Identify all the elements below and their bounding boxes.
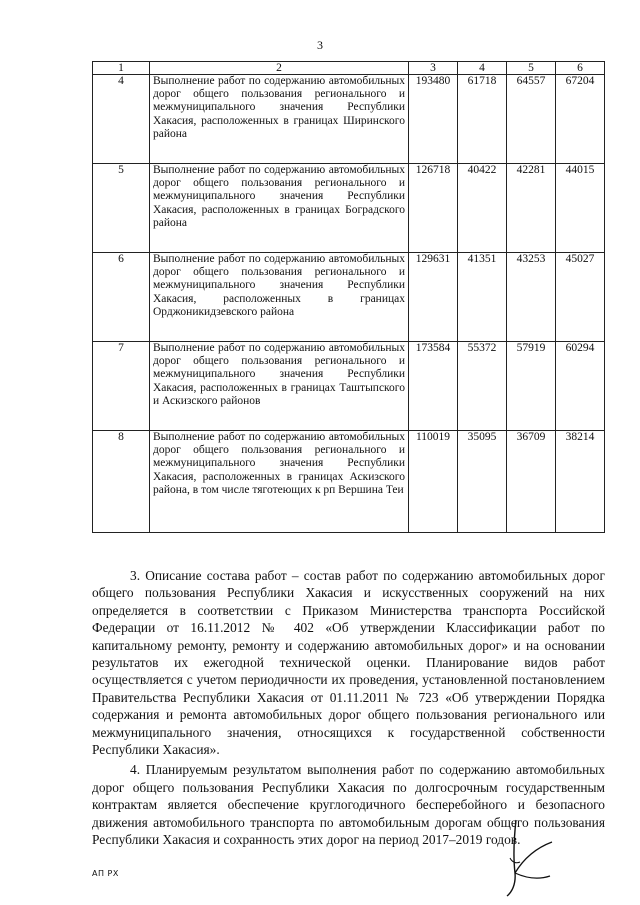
row-value-col5: 42281 (507, 164, 556, 253)
page-number: 3 (317, 38, 323, 52)
column-header: 4 (458, 62, 507, 75)
table-row (93, 253, 605, 342)
row-number: 5 (93, 164, 150, 253)
row-value-col3: 126718 (409, 164, 458, 253)
table-row (93, 342, 605, 431)
row-description: Выполнение работ по содержанию автомобильных дорог общего пользования регионального и межмуниципального значения Республики Хакасия, расположенных в границах Ширинского района (150, 75, 409, 164)
footer-mark: АП РХ (92, 869, 119, 878)
row-value-col3: 129631 (409, 253, 458, 342)
paragraph-work-description: 3. Описание состава работ – состав работ по содержанию автомобильных дорог общего пользования Республики Хакасия и искусственных сооружений на них определяется в соответствии с Приказом Министерства транспорта Российской Федерации от 16.11.2012 № 402 «Об утверждении Классификации работ по капитальному ремонту, ремонту и содержанию автомобильных дорог» и на основании результатов их ежегодной технической оценки. Планирование видов работ осуществляется с учетом периодичности их проведения, установленной постановлением Правительства Республики Хакасия от 01.11.2011 № 723 «Об утверждении Порядка содержания и ремонта автомобильных дорог общего пользования регионального или межмуниципального значения, относящихся к государственной собственности Республики Хакасия». (92, 568, 605, 758)
row-value-col4: 41351 (458, 253, 507, 342)
table-row (93, 431, 605, 533)
row-description: Выполнение работ по содержанию автомобильных дорог общего пользования регионального и межмуниципального значения Республики Хакасия, расположенных в границах Орджоникидзевского района (150, 253, 409, 342)
row-value-col6: 38214 (556, 431, 605, 533)
row-value-col3: 193480 (409, 75, 458, 164)
column-header: 6 (556, 62, 605, 75)
table-header-row (93, 62, 605, 75)
row-value-col3: 110019 (409, 431, 458, 533)
table-row (93, 75, 605, 164)
row-value-col3: 173584 (409, 342, 458, 431)
row-number: 8 (93, 431, 150, 533)
row-description: Выполнение работ по содержанию автомобильных дорог общего пользования регионального и межмуниципального значения Республики Хакасия, расположенных в границах Боградского района (150, 164, 409, 253)
row-value-col5: 36709 (507, 431, 556, 533)
row-value-col4: 40422 (458, 164, 507, 253)
works-table (92, 61, 605, 533)
row-value-col4: 55372 (458, 342, 507, 431)
row-number: 4 (93, 75, 150, 164)
handwritten-signature (486, 818, 556, 898)
row-description: Выполнение работ по содержанию автомобильных дорог общего пользования регионального и межмуниципального значения Республики Хакасия, расположенных в границах Аскизского района, в том числе тяготеющих к рп Вершина Теи (150, 431, 409, 533)
table-row (93, 164, 605, 253)
row-value-col6: 45027 (556, 253, 605, 342)
row-value-col4: 61718 (458, 75, 507, 164)
column-header: 5 (507, 62, 556, 75)
paragraph-planned-result: 4. Планируемым результатом выполнения работ по содержанию автомобильных дорог общего пользования Республики Хакасия по долгосрочным государственным контрактам является обеспечение круглогодичного бесперебойного и безопасного движения автомобильного транспорта по автомобильным дорогам общего пользования Республики Хакасия и сохранность этих дорог на период 2017–2019 годов. (92, 762, 605, 848)
row-value-col4: 35095 (458, 431, 507, 533)
body-text (92, 567, 605, 849)
row-value-col6: 67204 (556, 75, 605, 164)
row-description: Выполнение работ по содержанию автомобильных дорог общего пользования регионального и межмуниципального значения Республики Хакасия, расположенных в границах Таштыпского и Аскизского районов (150, 342, 409, 431)
column-header: 2 (150, 62, 409, 75)
row-number: 7 (93, 342, 150, 431)
row-value-col6: 60294 (556, 342, 605, 431)
row-value-col5: 43253 (507, 253, 556, 342)
row-number: 6 (93, 253, 150, 342)
column-header: 3 (409, 62, 458, 75)
column-header: 1 (93, 62, 150, 75)
row-value-col5: 64557 (507, 75, 556, 164)
row-value-col5: 57919 (507, 342, 556, 431)
row-value-col6: 44015 (556, 164, 605, 253)
